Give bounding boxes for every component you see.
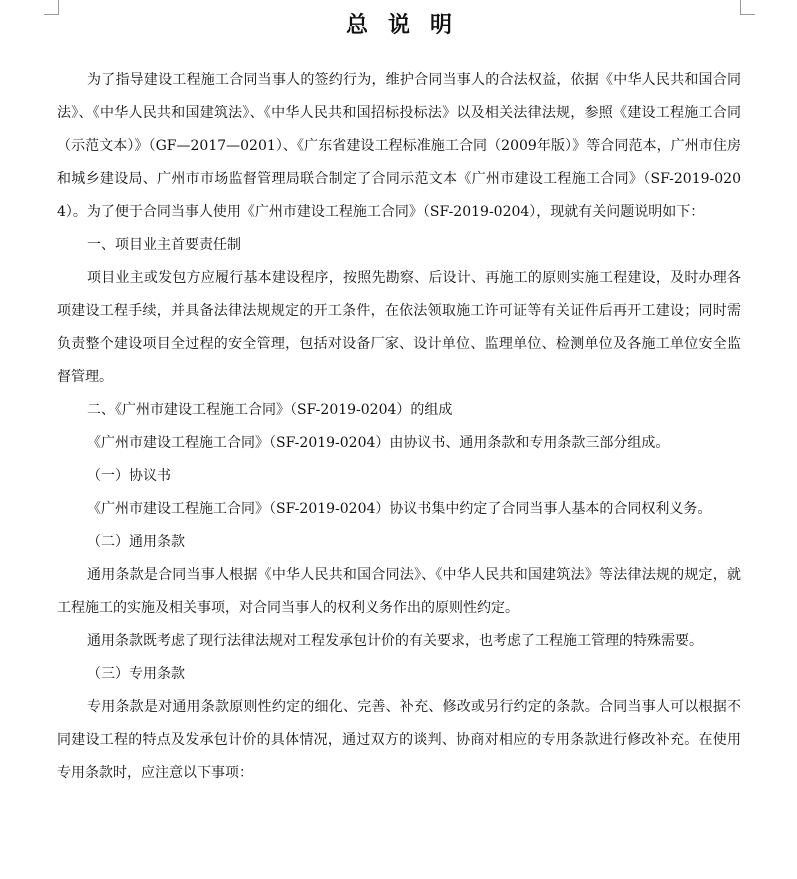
section-1-paragraph: 项目业主或发包方应履行基本建设程序，按照先勘察、后设计、再施工的原则实施工程建设，及时办理各项建设工程手续，并具备法律法规规定的开工条件，在依法领取施工许可证等有关证件后再开工建设；同时需负责整个建设项目全过程的安全管理，包括对设备厂家、设计单位、监理单位、检测单位及各施工单位安全监督管理。 <box>57 270 741 385</box>
document-title: 总说明 <box>345 12 472 38</box>
special-terms-paragraph: 专用条款是对通用条款原则性约定的细化、完善、补充、修改或另行约定的条款。合同当事人可以根据不同建设工程的特点及发承包计价的具体情况，通过双方的谈判、协商对相应的专用条款进行修改补充。在使用专用条款时，应注意以下事项： <box>57 699 741 781</box>
general-terms-paragraph-1: 通用条款是合同当事人根据《中华人民共和国合同法》、《中华人民共和国建筑法》等法律法规的规定，就工程施工的实施及相关事项，对合同当事人的权利义务作出的原则性约定。 <box>57 567 741 616</box>
subsection-heading-agreement: （一）协议书 <box>87 468 171 484</box>
subsection-heading-special-terms: （三）专用条款 <box>87 666 185 682</box>
subsection-heading-general-terms: （二）通用条款 <box>87 534 185 550</box>
section-2-paragraph: 《广州市建设工程施工合同》（SF-2019-0204）由协议书、通用条款和专用条款三部分组成。 <box>87 435 670 451</box>
document-page <box>57 0 741 790</box>
page-corner-mark-right <box>740 0 755 15</box>
section-heading-1: 一、项目业主首要责任制 <box>87 237 241 253</box>
intro-paragraph: 为了指导建设工程施工合同当事人的签约行为，维护合同当事人的合法权益，依据《中华人民共和国合同法》、《中华人民共和国建筑法》、《中华人民共和国招标投标法》以及相关法律法规，参照《建设工程施工合同（示范文本）》（GF—2017—0201）、《广东省建设工程标准施工合同（2009年版）》等合同范本，广州市住房和城乡建设局、广州市市场监督管理局联合制定了合同示范文本《广州市建设工程施工合同》（SF-2019-0204）。为了便于合同当事人使用《广州市建设工程施工合同》（SF-2019-0204），现就有关问题说明如下： <box>57 72 741 220</box>
agreement-paragraph: 《广州市建设工程施工合同》（SF-2019-0204）协议书集中约定了合同当事人基本的合同权利义务。 <box>87 501 712 517</box>
section-heading-2: 二、《广州市建设工程施工合同》（SF-2019-0204）的组成 <box>87 402 453 418</box>
general-terms-paragraph-2: 通用条款既考虑了现行法律法规对工程发承包计价的有关要求，也考虑了工程施工管理的特殊需要。 <box>87 633 703 649</box>
